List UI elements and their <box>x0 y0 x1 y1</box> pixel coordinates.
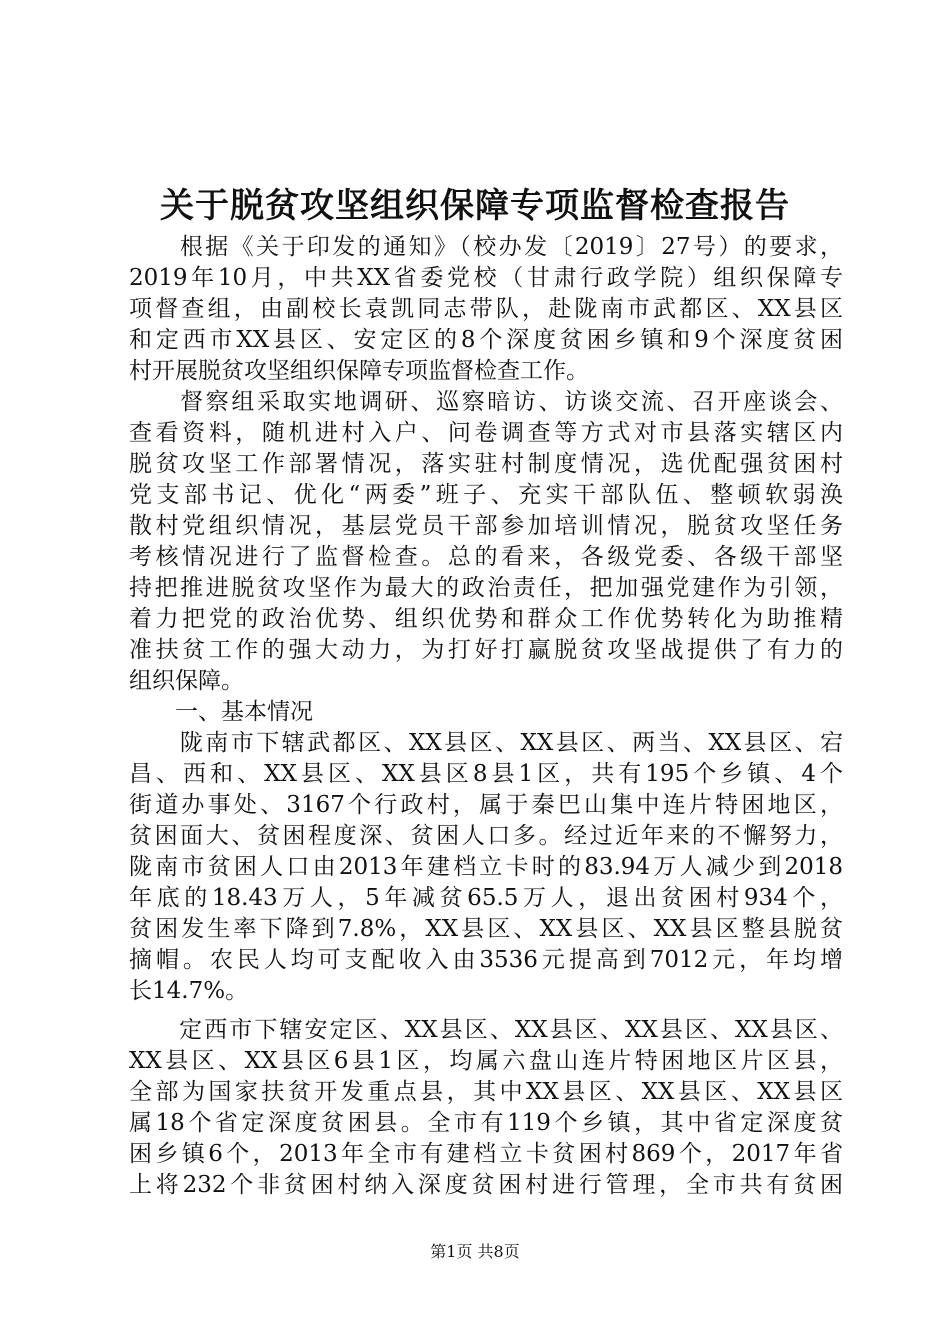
text-line: 和定西市XX县区、安定区的8个深度贫困乡镇和9个深度贫困 <box>129 327 843 353</box>
text-line: 年底的18.43万人，5年减贫65.5万人，退出贫困村934个， <box>129 885 843 911</box>
text-line: 长14.7%。 <box>129 978 249 1004</box>
text-line: 项督查组，由副校长袁凯同志带队，赴陇南市武都区、XX县区 <box>129 296 843 322</box>
text-line: 定西市下辖安定区、XX县区、XX县区、XX县区、XX县区、 <box>129 1017 843 1043</box>
document-body <box>129 232 843 1201</box>
text-line: 贫困面大、贫困程度深、贫困人口多。经过近年来的不懈努力， <box>129 823 843 849</box>
text-line: 着力把党的政治优势、组织优势和群众工作优势转化为助推精 <box>129 606 843 632</box>
text-line: 散村党组织情况，基层党员干部参加培训情况，脱贫攻坚任务 <box>129 513 843 539</box>
text-line: 昌、西和、XX县区、XX县区8县1区，共有195个乡镇、4个 <box>129 761 843 787</box>
page-footer: 第1页 共8页 <box>430 1242 520 1261</box>
text-line: XX县区、XX县区6县1区，均属六盘山连片特困地区片区县， <box>129 1048 843 1074</box>
text-line: 上将232个非贫困村纳入深度贫困村进行管理，全市共有贫困 <box>129 1172 843 1198</box>
text-line: 村开展脱贫攻坚组织保障专项监督检查工作。 <box>129 358 589 384</box>
text-line: 查看资料，随机进村入户、问卷调查等方式对市县落实辖区内 <box>129 420 843 446</box>
text-line: 贫困发生率下降到7.8%，XX县区、XX县区、XX县区整县脱贫 <box>129 916 843 942</box>
text-line: 全部为国家扶贫开发重点县，其中XX县区、XX县区、XX县区 <box>129 1079 843 1105</box>
text-line: 街道办事处、3167个行政村，属于秦巴山集中连片特困地区， <box>129 792 843 818</box>
text-line: 根据《关于印发的通知》（校办发〔2019〕27号）的要求， <box>129 234 843 260</box>
text-line: 督察组采取实地调研、巡察暗访、访谈交流、召开座谈会、 <box>129 389 843 415</box>
text-line: 2019年10月，中共XX省委党校（甘肃行政学院）组织保障专 <box>129 265 843 291</box>
text-line: 脱贫攻坚工作部署情况，落实驻村制度情况，选优配强贫困村 <box>129 451 843 477</box>
text-line: 组织保障。 <box>129 668 244 694</box>
text-line: 考核情况进行了监督检查。总的看来，各级党委、各级干部坚 <box>129 544 843 570</box>
text-line: 党支部书记、优化“两委”班子、充实干部队伍、整顿软弱涣 <box>129 482 843 508</box>
text-line: 困乡镇6个，2013年全市有建档立卡贫困村869个，2017年省 <box>129 1141 843 1167</box>
document-title: 关于脱贫攻坚组织保障专项监督检查报告 <box>160 186 790 226</box>
text-line: 陇南市贫困人口由2013年建档立卡时的83.94万人减少到2018 <box>129 854 843 880</box>
text-line: 准扶贫工作的强大动力，为打好打赢脱贫攻坚战提供了有力的 <box>129 637 843 663</box>
text-line: 属18个省定深度贫困县。全市有119个乡镇，其中省定深度贫 <box>129 1110 843 1136</box>
text-line: 摘帽。农民人均可支配收入由3536元提高到7012元，年均增 <box>129 947 843 973</box>
text-line: 持把推进脱贫攻坚作为最大的政治责任，把加强党建作为引领， <box>129 575 843 601</box>
text-line: 一、基本情况 <box>129 699 313 725</box>
text-line: 陇南市下辖武都区、XX县区、XX县区、两当、XX县区、宕 <box>129 730 843 756</box>
